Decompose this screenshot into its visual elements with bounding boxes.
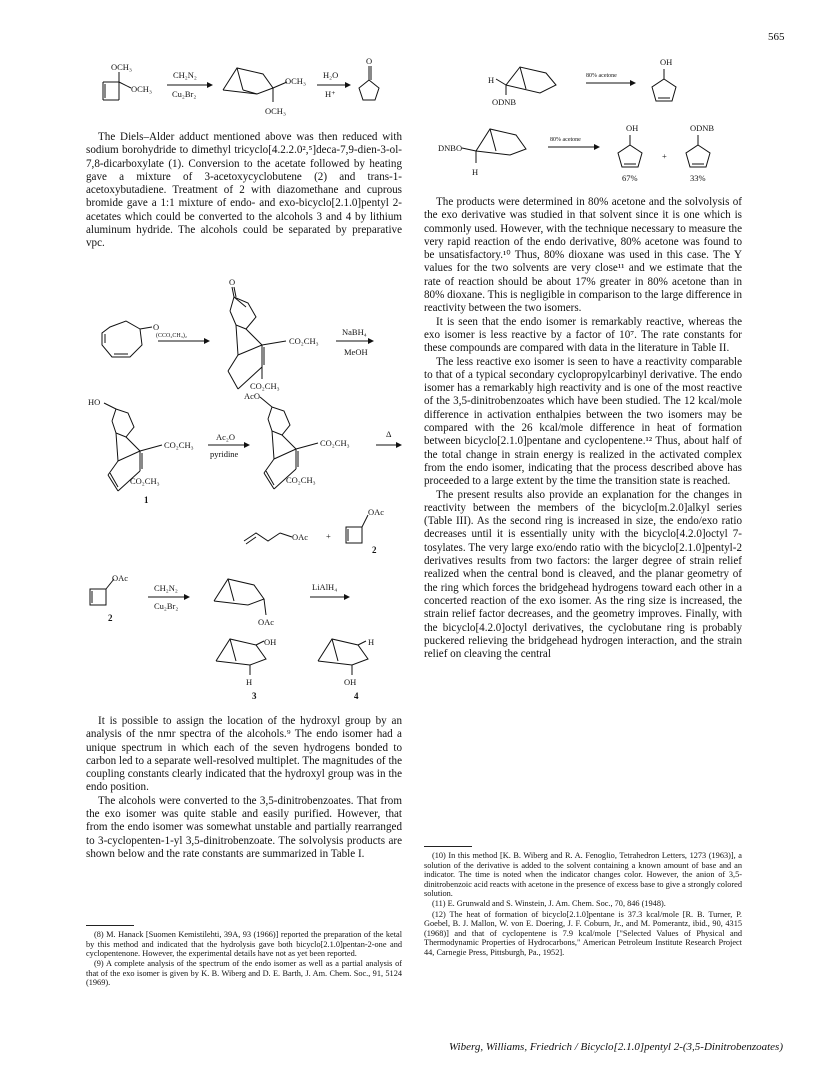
compound-3-label: 3 <box>252 691 257 701</box>
label-co2ch3-d: CO₂CH₃ <box>130 476 160 486</box>
label-co2ch3-f: CO₂CH₃ <box>286 475 316 485</box>
yield-67: 67% <box>622 173 638 183</box>
label-oh-3: OH <box>264 637 277 647</box>
reagent-cu2br2-b: Cu₂Br₂ <box>154 601 179 611</box>
paragraph: The Diels–Alder adduct mentioned above was then reduced with sodium borohydride to dimethyl tricyclo[4.2.2.0²,⁵]deca-7,9-dien-3-ol-7,8-dicarboxylate (1). Conversion to the acetate followed by heating gave a mixture of 3-acetoxycyclobutene (2) and trans-1-acetoxybutadiene. Treatment of 2 with diazomethane and cuprous bromide gave a 1:1 mixture of endo- and exo-bicyclo[2.1.0]pentyl 2-acetates which could be converted to the alcohols 3 and 4 by lithium aluminum hydride. The alcohols could be separated by preparative vpc. <box>86 131 402 250</box>
right-column-text <box>424 196 742 661</box>
scheme-cyclopropanation <box>86 565 406 700</box>
left-bottom-text <box>86 715 402 861</box>
reagent-hplus: H⁺ <box>325 89 336 99</box>
plus-sign: + <box>326 531 331 541</box>
reagent-ac2o: Ac₂O <box>216 432 236 442</box>
scheme-pyrolysis-products <box>240 505 400 555</box>
reagent-dmad: (CCO₂CH₃)₂ <box>156 333 187 339</box>
paragraph: The present results also provide an explanation for the changes in reactivity between the members of the bicyclo[m.2.0]alkyl series (Table III). As the second ring is increased in size, the endo/exo ratio decreases until it is essentially unity with the bicyclo[4.2.0]octyl 7-tosylates. The very large exo/endo ratio with the bicyclo[2.1.0]pentyl-2 derivatives results from two factors: the larger degree of strain relief realized when the central bond is cleaved, and the planar geometry of the ring which forces the bridgehead hydrogens toward each other in a concerted reaction of the exo isomer. As the ring size is increased, the strain relief factor decreases, and the geometry improves. Finally, with the bicyclo[4.2.0]octyl derivatives, the cyclobutane ring is probably puckered relieving the bridgehead hydrogen interaction, and the strain relief on cleaving the central <box>424 488 742 661</box>
label-h-4: H <box>368 637 375 647</box>
reagent-ch2n2-b: CH₂N₂ <box>154 583 178 593</box>
reagent-nabh4: NaBH₄ <box>342 327 367 337</box>
label-co2ch3-b: CO₂CH₃ <box>250 381 280 391</box>
reagent-cu2br2: Cu₂Br₂ <box>172 89 197 99</box>
paragraph: The alcohols were converted to the 3,5-dinitrobenzoates. That from the exo isomer was quite stable and easily purified. However, that from the endo isomer was somewhat unstable and partially rearranged to 3-cyclopenten-1-yl 3,5-dinitrobenzoate. The solvolysis products are shown below and the rate constants are summarized in Table I. <box>86 794 402 860</box>
footnote: (12) The heat of formation of bicyclo[2.1.0]pentane is 37.3 kcal/mole [R. B. Turner, P. Goebel, B. J. Mallon, W. von E. Doering, J. F. Coburn, Jr., and M. Pomerantz, ibid., 90, 4315 (1968)] and that of cyclopentene is 7.9 kcal/mole ["Selected Values of Physical and Thermodynamic Properties of Hydrocarbons," American Petroleum Institute Research Project 44, Carnegie Press, Pittsburgh, Pa., 1952]. <box>424 909 742 957</box>
label-aco: AcO <box>244 391 261 401</box>
label-oac-c: OAc <box>112 573 129 583</box>
solvent-label: 80% acetone <box>586 73 617 79</box>
label-dnbo: DNBO <box>438 143 463 153</box>
paragraph: It is possible to assign the location of the hydroxyl group by an analysis of the nmr spectra of the alcohols.⁹ The endo isomer had a unique spectrum in which each of the seven hydrogens bonded to carbon led to a separate well-resolved multiplet. The magnitudes of the coupling constants clearly indicated that the hydroxyl group was in the endo position. <box>86 715 402 794</box>
scheme-diels-alder <box>86 277 416 507</box>
label-co2ch3: CO₂CH₃ <box>289 336 319 346</box>
footnote: (9) A complete analysis of the spectrum of the endo isomer as well as a partial analysis of that of the exo isomer is given by K. B. Wiberg and D. E. Barth, J. Am. Chem. Soc., 91, 5124 (1969). <box>86 959 402 988</box>
reagent-delta: Δ <box>386 429 392 439</box>
label-och3: OCH₃ <box>111 62 132 72</box>
compound-2-label-b: 2 <box>108 613 113 623</box>
label-co2ch3-c: CO₂CH₃ <box>164 440 194 450</box>
left-footnotes <box>86 930 402 989</box>
label-oac: OAc <box>292 532 309 542</box>
label-oh-product: OH <box>660 57 673 67</box>
footnote: (11) E. Grunwald and S. Winstein, J. Am. Chem. Soc., 70, 846 (1948). <box>432 899 666 909</box>
label-oh-product-b: OH <box>626 123 639 133</box>
label-h-endo: H <box>488 75 495 85</box>
label-oac-d: OAc <box>258 617 275 627</box>
footnote: (8) M. Hanack [Suomen Kemistilehti, 39A, 93 (1966)] reported the preparation of the ketal by this method and indicated that the hydrolysis gave both bicyclo[2.1.0]pentan-2-one and cyclopentenone. However, the experimental details have not as yet been reported. <box>86 930 402 959</box>
label-h-exo: H <box>472 167 479 177</box>
label-ketone-o: O <box>366 56 373 66</box>
label-ho: HO <box>88 397 101 407</box>
scheme-top-left <box>95 56 395 125</box>
right-footnotes <box>424 851 742 958</box>
compound-1-label: 1 <box>144 495 149 505</box>
label-oh-4: OH <box>344 677 357 687</box>
footnote-rule-left <box>86 925 134 926</box>
solvent-label-b: 80% acetone <box>550 137 581 143</box>
label-och3-c: OCH₃ <box>285 76 306 86</box>
label-och3-b: OCH₃ <box>131 84 152 94</box>
yield-33: 33% <box>690 173 706 183</box>
paragraph: The less reactive exo isomer is seen to have a reactivity comparable to that of a typical secondary cyclopropylcarbinyl derivative. The endo isomer has a remarkably high reactivity and is one of the most reactive of the 3,5-dinitrobenzoates which have been studied. The 12 kcal/mole difference in activation enthalpies between the two isomers may be compared with the 26 kcal/mole difference in heat of formation between bicyclo[2.1.0]pentane and cyclopentene.¹² Thus, about half of the total change in strain energy is realized in the activated complex from the endo isomer, indicating that the process described above has proceeded to a large extent by the time the transition state is reached. <box>424 355 742 488</box>
scheme-solvolysis <box>436 55 756 185</box>
reagent-pyridine: pyridine <box>210 449 239 459</box>
label-o-adduct: O <box>229 277 236 287</box>
paragraph: The products were determined in 80% acetone and the solvolysis of the exo derivative was studied in that solvent since it is one which is commonly used. However, with the technique necessary to measure the very rapid reaction of the endo derivative, 80% acetone was found to be unsatisfactory.¹⁰ Thus, 80% dioxane was used in this case. The Y values for the two solvents are very close¹¹ and we estimate that the rate of reaction should be about 17% greater in 80% acetone than in 80% dioxane. This is negligible in comparison to the large difference in reactivity between the two isomers. <box>424 196 742 315</box>
reagent-lialh4: LiAlH₄ <box>312 582 338 592</box>
running-footer: Wiberg, Williams, Friedrich / Bicyclo[2.1.0]pentyl 2-(3,5-Dinitrobenzoates) <box>448 1041 783 1053</box>
compound-2-label: 2 <box>372 545 377 555</box>
label-h-3: H <box>246 677 253 687</box>
page-number: 565 <box>768 31 785 43</box>
label-co2ch3-e: CO₂CH₃ <box>320 438 350 448</box>
reagent-h2o: H₂O <box>323 70 339 80</box>
label-oac-b: OAc <box>368 507 385 517</box>
footnote: (10) In this method [K. B. Wiberg and R. A. Fenoglio, Tetrahedron Letters, 1273 (1963)], a solution of the derivative is added to the solvent containing a known amount of base and an indicator. The time is noted when the indicator changes color. However, the anion of 3,5-dinitrobenzoic acid reacts with acetone in the presence of excess base to give a strongly colored solution. <box>424 851 742 899</box>
footnote-rule-right <box>424 846 472 847</box>
label-odnb-product: ODNB <box>690 123 715 133</box>
left-top-text <box>86 131 402 251</box>
reagent-ch2n2: CH₂N₂ <box>173 70 197 80</box>
compound-4-label: 4 <box>354 691 359 701</box>
plus-sign-b: + <box>662 151 667 161</box>
reagent-meoh: MeOH <box>344 347 368 357</box>
label-odnb: ODNB <box>492 97 517 107</box>
label-och3-d: OCH₃ <box>265 106 286 116</box>
label-o: O <box>153 322 160 332</box>
paragraph: It is seen that the endo isomer is remarkably reactive, whereas the exo isomer is less reactive by a factor of 10⁷. The rate constants for these compounds are compared with data in the literature in Table II. <box>424 315 742 355</box>
